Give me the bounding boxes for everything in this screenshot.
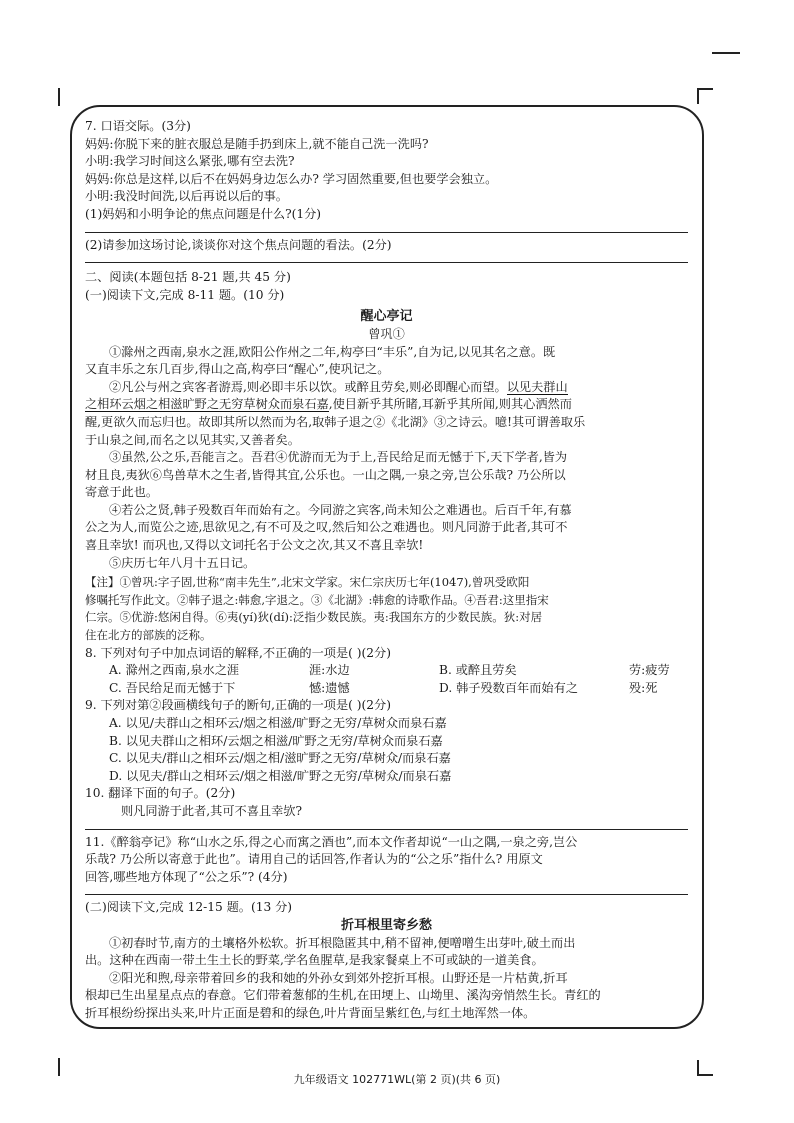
paragraph-line: 公之为人,而览公之迹,思欲见之,有不可及之叹,然后知公之难遇也。则凡同游于此者,其可不: [85, 520, 568, 535]
article-title: 折耳根里寄乡愁: [340, 917, 432, 933]
q11-line: 乐哉? 乃公所以寄意于此也”。请用自己的话回答,作者认为的“公之乐”指什么? 用原文: [85, 852, 543, 867]
note-line: 仁宗。⑤优游:悠闲自得。⑥夷(yí)狄(dí):泛指少数民族。夷:我国东方的少数民族。狄:对居: [85, 610, 543, 625]
dialogue-line: 妈妈:你总是这样,以后不在妈妈身边怎么办? 学习固然重要,但也要学会独立。: [85, 171, 498, 186]
option-a-gloss: 涯:水边: [309, 663, 350, 678]
paragraph-line: ④若公之贤,韩子殁数百年而始有之。今同游之宾客,尚未知公之难遇也。后百千年,有慕: [109, 502, 572, 517]
section-heading: 二、阅读(本题包括 8-21 题,共 45 分): [85, 270, 291, 285]
option-row: [85, 680, 688, 698]
paragraph-line: [85, 396, 688, 414]
q11-line: 11.《醉翁亭记》称“山水之乐,得之心而寓之酒也”,而本文作者却说“一山之隅,一泉之旁,岂公: [85, 834, 578, 849]
paragraph-line: ②阳光和煦,母亲带着回乡的我和她的外孙女到郊外挖折耳根。山野还是一片枯黄,折耳: [109, 970, 568, 985]
paragraph-line: ①初春时节,南方的土壤格外松软。折耳根隐匿其中,稍不留神,便噌噌生出芽叶,破土而出: [109, 935, 576, 950]
dialogue-line: 小明:我学习时间这么紧张,哪有空去洗?: [85, 154, 295, 169]
paragraph-line: [85, 379, 688, 397]
option-b[interactable]: B. 或醉且劳矣: [439, 663, 517, 678]
paragraph-line: 折耳根纷纷探出头来,叶片正面是碧和的绿色,叶片背面呈紫红色,与红土地浑然一体。: [85, 1005, 536, 1020]
note-line: 修嘱托写作此文。②韩子退之:韩愈,字退之。③《北湖》:韩愈的诗歌作品。④吾君:这里指宋: [85, 592, 549, 607]
option-row: [85, 662, 688, 680]
option-a[interactable]: A. 以见/夫群山之相环云/烟之相滋/旷野之无穷/草树众而泉石嘉: [109, 716, 447, 730]
note-line: 【注】①曾巩:字子固,世称“南丰先生”,北宋文学家。宋仁宗庆历七年(1047),曾巩受欧阳: [85, 575, 530, 590]
question-10: [85, 785, 688, 829]
option-c-gloss: 憾:遗憾: [309, 680, 350, 695]
q7-sub1: (1)妈妈和小明争论的焦点问题是什么?(1分): [85, 206, 322, 221]
paragraph-line: ⑤庆历七年八月十五日记。: [109, 555, 256, 570]
option-a[interactable]: A. 滁州之西南,泉水之涯: [109, 663, 240, 678]
paragraph-line: 寄意于此也。: [85, 485, 159, 500]
answer-line[interactable]: [85, 888, 688, 895]
answer-line[interactable]: [85, 256, 688, 263]
question-9: [85, 697, 688, 785]
dialogue-line: 小明:我没时间洗,以后再说以后的事。: [85, 189, 288, 204]
corner-mark-top-left: [58, 88, 64, 106]
part-heading: (一)阅读下文,完成 8-11 题。(10 分): [85, 287, 285, 302]
paragraph-line: 出。这种在西南一带土生土长的野菜,学名鱼腥草,是我家餐桌上不可或缺的一道美食。: [85, 953, 544, 968]
reading-part-2: [85, 899, 688, 1022]
q10-stem: 10. 翻译下面的句子。(2分): [85, 786, 236, 801]
edge-dash-top-right: [712, 52, 740, 54]
option-d-gloss: 殁:死: [629, 680, 658, 695]
paragraph-line: 根却已生出星星点点的春意。它们带着葱郁的生机,在田埂上、山坳里、溪沟旁悄然生长。青红的: [85, 988, 601, 1003]
paragraph-line: 又直丰乐之东几百步,得山之高,构亭曰“醒心”,使巩记之。: [85, 362, 390, 377]
option-d[interactable]: D. 韩子殁数百年而始有之: [439, 680, 578, 695]
note-line: 住在北方的部族的泛称。: [85, 628, 212, 643]
paragraph-text: ,使目新乎其所睹,耳新乎其所闻,则其心洒然而: [328, 397, 572, 412]
paragraph-line: ③虽然,公之乐,吾能言之。吾君④优游而无为于上,吾民给足而无憾于下,天下学者,皆为: [109, 450, 568, 465]
question-8: [85, 645, 688, 698]
option-c[interactable]: C. 吾民给足而无憾于下: [109, 680, 236, 695]
q10-sentence: 则凡同游于此者,其可不喜且幸欤?: [121, 803, 303, 818]
option-c[interactable]: C. 以见夫/群山之相环云/烟之相/滋旷野之无穷/草树众/而泉石嘉: [109, 751, 451, 766]
question-7: [85, 118, 688, 263]
page-footer: 九年级语文 102771WL(第 2 页)(共 6 页): [293, 1073, 501, 1086]
option-b-gloss: 劳:疲劳: [629, 663, 670, 678]
paragraph-line: 喜且幸欤! 而巩也,又得以文词托名于公文之次,其又不喜且幸欤!: [85, 538, 424, 553]
paragraph-text: ②凡公与州之宾客者游焉,则必即丰乐以饮。或醉且劳矣,则必即醒心而望。: [109, 379, 507, 394]
part-heading: (二)阅读下文,完成 12-15 题。(13 分): [85, 900, 293, 915]
paragraph-line: ①滁州之西南,泉水之涯,欧阳公作州之二年,构亭曰“丰乐”,自为记,以见其名之意。既: [109, 344, 556, 359]
article-title: 醒心亭记: [360, 309, 413, 325]
option-b[interactable]: B. 以见夫群山之相环/云烟之相滋/旷野之无穷/草树众而泉石嘉: [109, 733, 443, 748]
article-author: 曾巩①: [368, 326, 405, 341]
corner-mark-top-right: [697, 88, 713, 104]
reading-section: [85, 269, 688, 644]
paragraph-line: 于山泉之间,而名之以见其实,又善者矣。: [85, 432, 300, 447]
underlined-sentence: 之相环云烟之相滋旷野之无穷草树众而泉石嘉: [85, 397, 329, 412]
answer-line[interactable]: [85, 226, 688, 233]
q11-line: 回答,哪些地方体现了“公之乐”? (4分): [85, 869, 288, 884]
dialogue-line: 妈妈:你脱下来的脏衣服总是随手扔到床上,就不能自己洗一洗吗?: [85, 136, 429, 151]
notes: [85, 574, 688, 644]
paragraph-line: 醒,更欲久而忘归也。故即其所以然而为名,取韩子退之②《北湖》③之诗云。噫!其可谓善取乐: [85, 414, 586, 429]
option-d[interactable]: D. 以见夫/群山之相环云/烟之相滋/旷野之无穷/草树众/而泉石嘉: [109, 768, 452, 783]
answer-line[interactable]: [85, 823, 688, 830]
q9-stem: 9. 下列对第②段画横线句子的断句,正确的一项是( )(2分): [85, 698, 391, 713]
content: [85, 118, 688, 1023]
underlined-sentence: 以见夫群山: [506, 379, 568, 394]
q8-stem: 8. 下列对句子中加点词语的解释,不正确的一项是( )(2分): [85, 645, 391, 660]
q7-sub2: (2)请参加这场讨论,谈谈你对这个焦点问题的看法。(2分): [85, 237, 392, 252]
question-11: [85, 834, 688, 896]
paragraph-line: 材且良,夷狄⑥鸟兽草木之生者,皆得其宜,公乐也。一山之隅,一泉之旁,岂公乐哉? 乃公所以: [85, 467, 566, 482]
q7-title: 7. 口语交际。(3分): [85, 119, 191, 133]
